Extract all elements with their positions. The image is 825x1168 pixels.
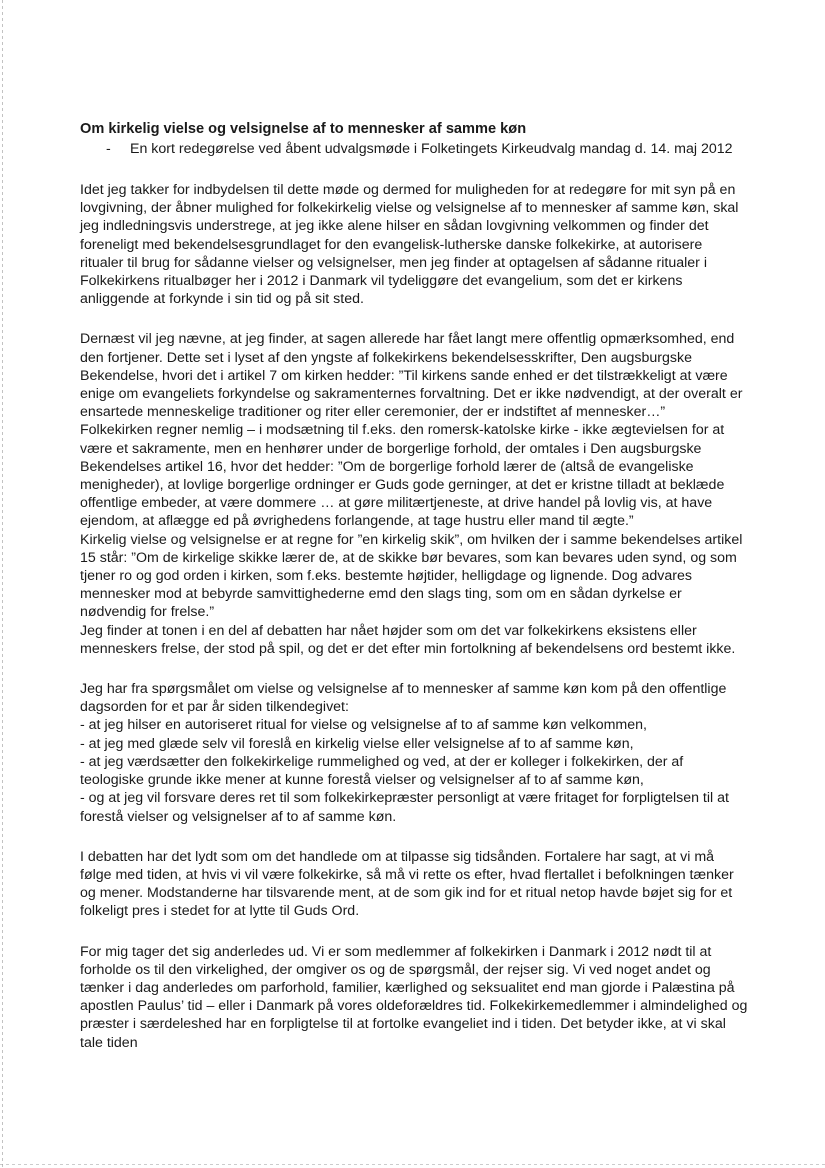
list-item: - at jeg med glæde selv vil foreslå en kirkelig vielse eller velsignelse af to af samme køn, xyxy=(80,735,634,752)
paragraph: Folkekirken regner nemlig – i modsætning til f.eks. den romersk-katolske kirke - ikke ægtevielsen for at være et sakramente, men en henhører under de borgerlige forhold, der omtales i Den augsburgske Bekendelses artikel 16, hvor det hedder: ”Om de borgerlige forhold lærer de (altså de evangeliske menigheder), at lovlige borgerlige ordninger er Guds gode gerninger, at det er kristne tilladt at beklæde offentlige embeder, at være dommere … at gøre militærtjeneste, at drive handel på lovlig vis, at have ejendom, at aflægge ed på øvrighedens forlangende, at tage hustru eller mand til ægte.” xyxy=(80,422,725,530)
list-item: - at jeg værdsætter den folkekirkelige rummelighed og ved, at der er kolleger i folkekirken, der af teologiske grunde ikke mener at kunne forestå vielser og velsignelser af to af samme køn, xyxy=(80,753,684,789)
paragraph: Dernæst vil jeg nævne, at jeg finder, at sagen allerede har fået langt mere offentlig opmærksomhed, end den fortjener. Dette set i lyset af den yngste af folkekirkens bekendelsesskrifter, Den augsburgske Bekendelse, hvori det i artikel 7 om kirken hedder: ”Til kirkens sande enhed er det tilstrækkeligt at være enige om evangeliets forkyndelse og sakramenternes forvaltning. Det er ikke nødvendigt, at der overalt er ensartede menneskelige traditioner og riter eller ceremonier, der er indstiftet af mennesker…” xyxy=(80,331,743,421)
subtitle-text: En kort redegørelse ved åbent udvalgsmøde i Folketingets Kirkeudvalg mandag d. 14. maj 2012 xyxy=(130,141,733,157)
paragraph: Idet jeg takker for indbydelsen til dette møde og dermed for muligheden for at redegøre for mit syn på en lovgivning, der åbner mulighed for folkekirkelig vielse og velsignelse af to mennesker af samme køn, skal jeg indledningsvis understrege, at jeg ikke alene hilser en sådan lovgivning velkommen og finder det foreneligt med bekendelsesgrundlaget for den evangelisk-lutherske danske folkekirke, at autorisere ritualer til brug for sådanne vielser og velsignelser, men jeg finder at optagelsen af sådanne ritualer i Folkekirkens ritualbøger her i 2012 i Danmark vil tydeliggøre det evangelium, som det er kirkens anliggende at forkynde i sin tid og på sit sted. xyxy=(80,182,739,308)
paragraph: Jeg har fra spørgsmålet om vielse og velsignelse af to mennesker af samme køn kom på den offentlige dagsorden for et par år siden tilkendegivet: xyxy=(80,681,727,716)
list-item: - og at jeg vil forsvare deres ret til som folkekirkepræster personligt at være fritaget for forpligtelsen til at forestå vielser og velsignelser af to af samme køn. xyxy=(80,790,729,825)
paragraph: For mig tager det sig anderledes ud. Vi er som medlemmer af folkekirken i Danmark i 2012 nødt til at forholde os til den virkelighed, der omgiver os og de spørgsmål, der rejser sig. Vi ved noget andet og tænker i dag anderledes om parforhold, familier, kærlighed og seksualitet end man gjorde i Palæstina på apostlen Paulus’ tid – eller i Danmark på vores oldeforældres tid. Folkekirkemedlemmer i almindelighed og præster i særdeleshed har en forpligtelse til at fortolke evangeliet ind i tiden. Det betyder ikke, at vi skal tale tiden xyxy=(80,943,748,1051)
paragraph-debate xyxy=(80,848,748,921)
scan-edge-bottom xyxy=(0,1164,825,1165)
paragraph-confession xyxy=(80,330,748,658)
paragraph: I debatten har det lydt som om det handlede om at tilpasse sig tidsånden. Fortalere har sagt, at vi må følge med tiden, at hvis vi vil være folkekirke, så må vi rette os efter, hvad flertallet i befolkningen tænker og mener. Modstanderne har tilsvarende ment, at de som gik ind for et ritual netop havde bøjet sig for et folkeligt pres i stedet for at lytte til Guds Ord. xyxy=(80,848,734,920)
paragraph-reflection xyxy=(80,943,748,1052)
paragraph-intro xyxy=(80,181,748,308)
document-page xyxy=(80,120,748,1052)
document-title: Om kirkelig vielse og velsignelse af to mennesker af samme køn xyxy=(80,121,527,137)
subtitle-dash: - xyxy=(106,141,111,157)
scan-edge-left xyxy=(2,0,3,1168)
paragraph: Kirkelig vielse og velsignelse er at regne for ”en kirkelig skik”, om hvilken der i samme bekendelses artikel 15 står: ”Om de kirkelige skikke lærer de, at de skikke bør bevares, som kan bevares uden synd, og som tjener ro og god orden i kirken, som f.eks. bestemte højtider, helligdage og lignende. Dog advares mennesker mod at bebyrde samvittighederne emd den slags ting, som om en sådan dyrkelse er nødvendig for frelse.” xyxy=(80,531,743,621)
list-item: - at jeg hilser en autoriseret ritual for vielse og velsignelse af to af samme køn velkommen, xyxy=(80,717,647,734)
document-subtitle xyxy=(80,140,748,158)
paragraph-position-list xyxy=(80,680,748,826)
paragraph: Jeg finder at tonen i en del af debatten har nået højder som om det var folkekirkens eksistens eller menneskers frelse, der stod på spil, og det er det efter min fortolkning af bekendelsens ord bestemt ikke. xyxy=(80,622,736,657)
